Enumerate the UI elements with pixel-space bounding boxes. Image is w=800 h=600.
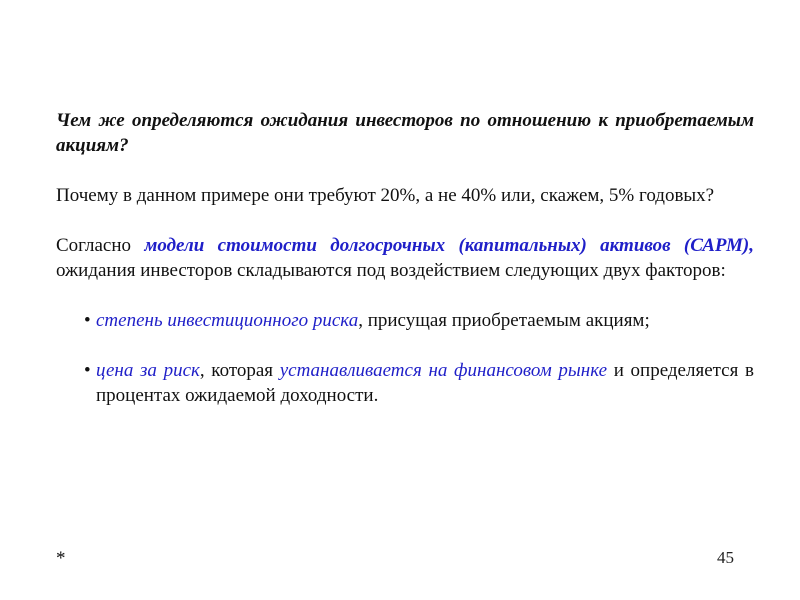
capm-model-name: модели стоимости долгосрочных (капитальных) активов (САРМ), <box>144 235 754 256</box>
risk-price-term: цена за риск <box>96 360 200 381</box>
factor-list <box>56 308 754 408</box>
risk-degree-rest: , присущая приобретаемым акциям; <box>358 310 650 331</box>
capm-lead: Согласно <box>56 235 145 256</box>
risk-price-middle: , которая <box>199 360 280 381</box>
spacer <box>56 208 754 233</box>
slide-body <box>56 108 754 408</box>
financial-market-term: устанавливается на финансовом рынке <box>279 360 608 381</box>
bullet-icon: • <box>84 360 91 381</box>
spacer <box>56 158 754 183</box>
risk-price-rest: и определяется в процентах ожидаемой доходности. <box>96 360 754 406</box>
investor-expectations-question: Чем же определяются ожидания инвесторов по отношению к приобретаемым акциям? <box>56 110 754 156</box>
list-item <box>56 358 754 408</box>
spacer <box>56 333 754 358</box>
footer-marker: * <box>56 548 66 569</box>
risk-degree-term: степень инвестиционного риска <box>96 310 359 331</box>
spacer <box>56 283 754 308</box>
example-question: Почему в данном примере они требуют 20%, а не 40% или, скажем, 5% годовых? <box>56 185 715 206</box>
page-number: 45 <box>717 548 734 567</box>
list-item <box>56 308 754 333</box>
capm-rest: ожидания инвесторов складываются под воздействием следующих двух факторов: <box>56 260 726 281</box>
capm-paragraph <box>56 233 754 283</box>
bullet-icon: • <box>84 310 91 331</box>
